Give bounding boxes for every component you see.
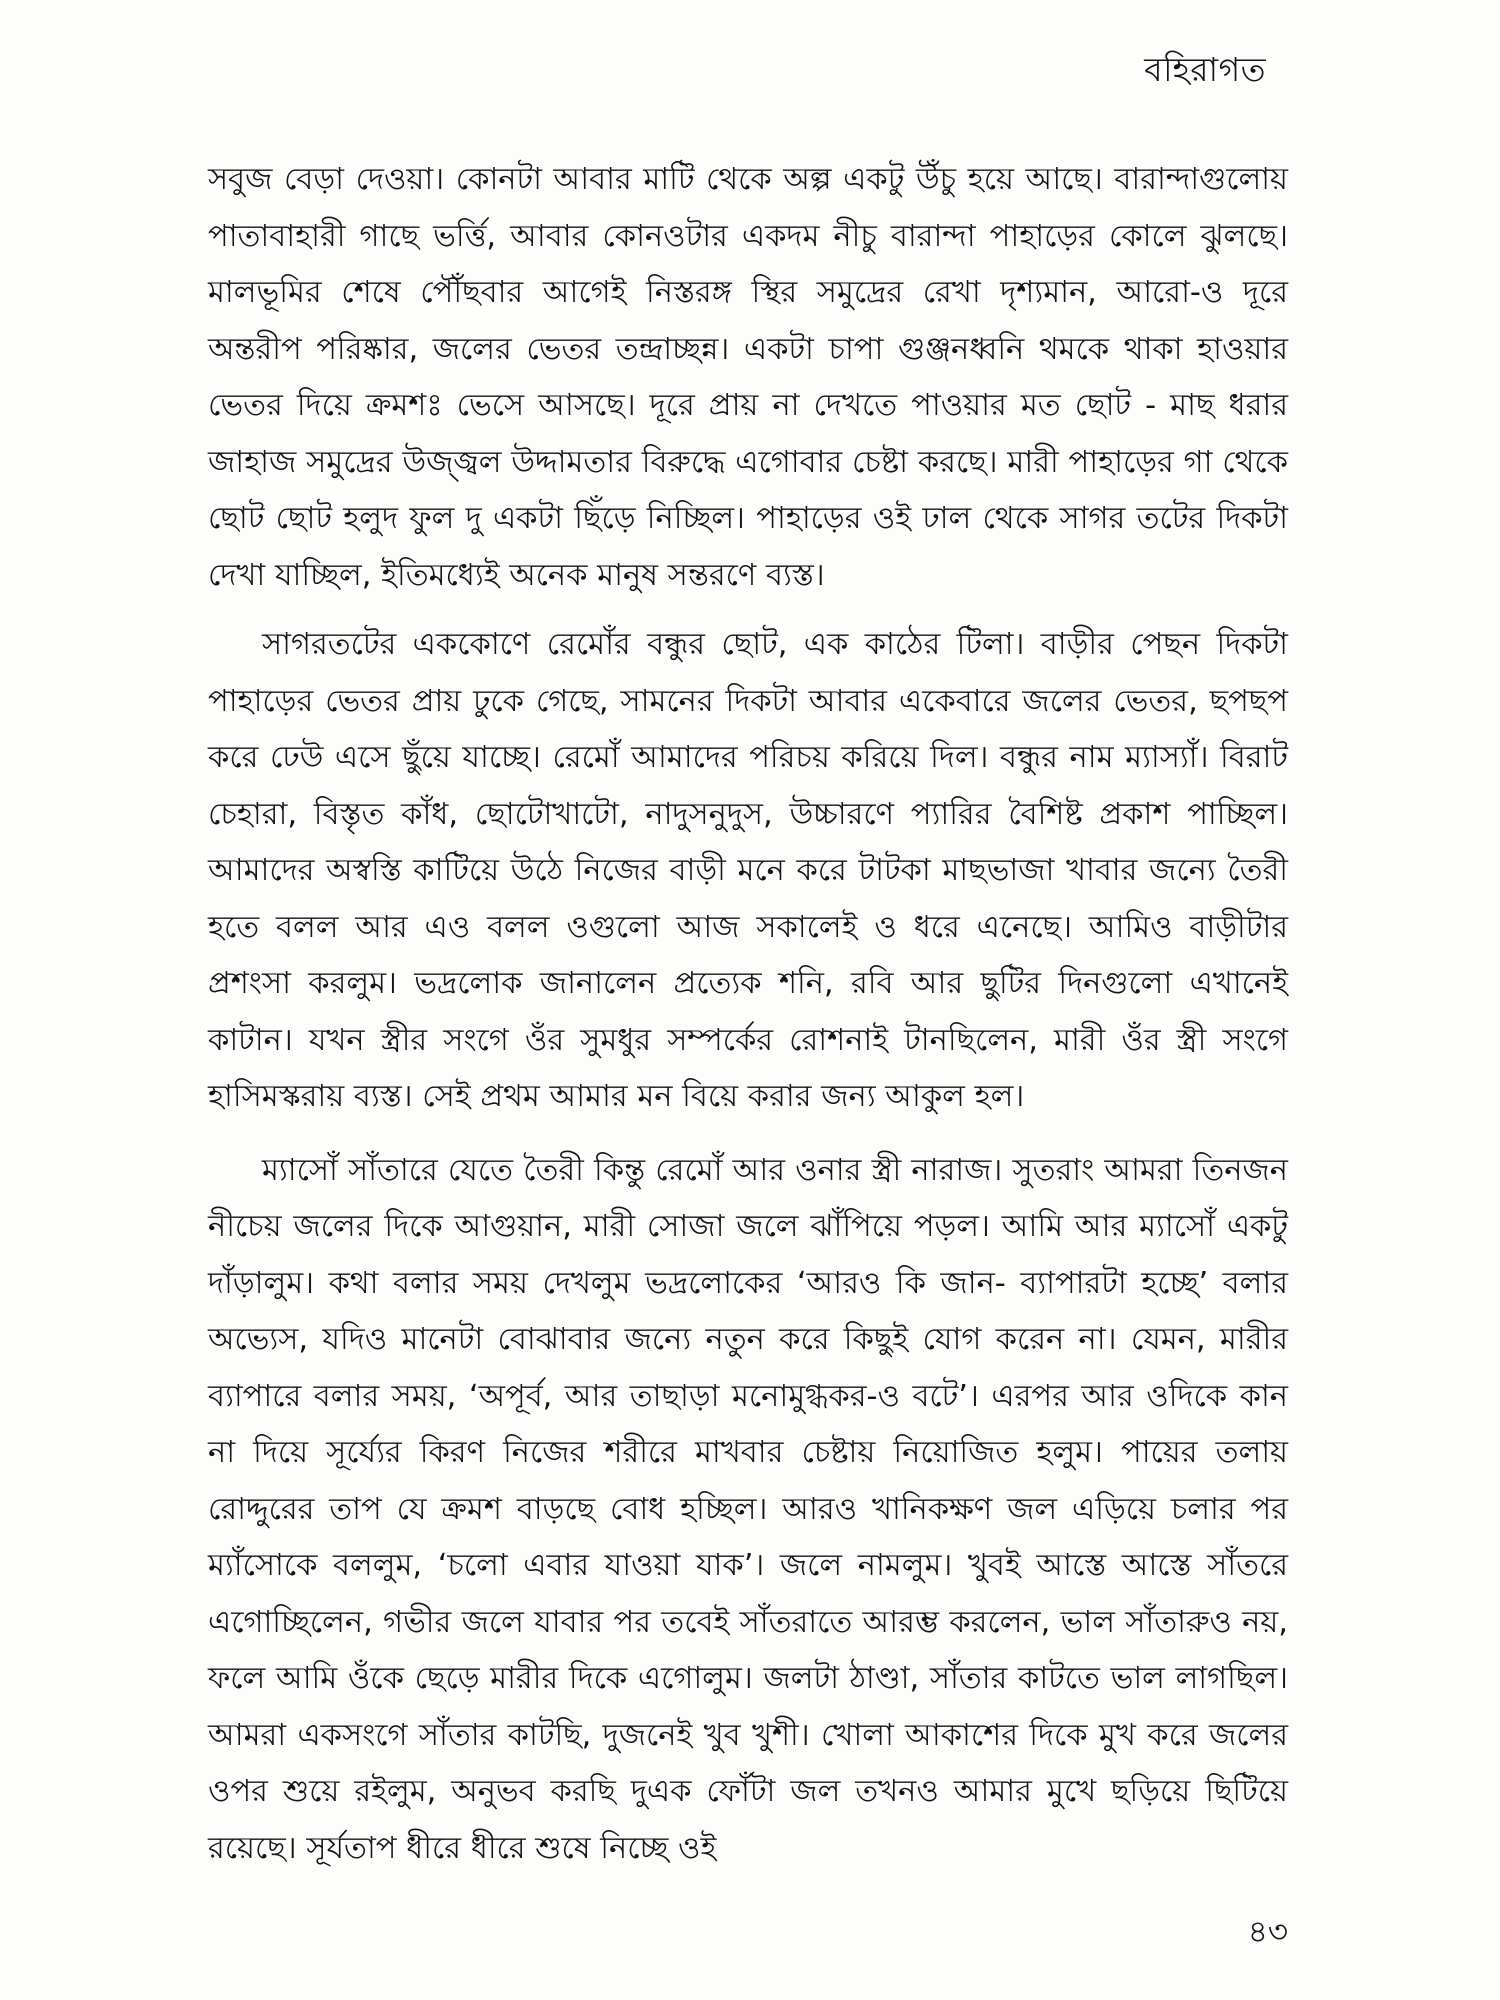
paragraph-1: সবুজ বেড়া দেওয়া। কোনটা আবার মাটি থেকে অল্প একটু উঁচু হয়ে আছে। বারান্দাগুলোয় পাতাবাহারী গাছে ভর্ত্তি, আবার কোনওটার একদম নীচু বারান্দা পাহাড়ের কোলে ঝুলছে। মালভূমির শেষে পৌঁছবার আগেই নিস্তরঙ্গ স্থির সমুদ্রের রেখা দৃশ্যমান, আরো-ও দূরে অন্তরীপ পরিষ্কার, জলের ভেতর তন্দ্রাচ্ছন্ন। একটা চাপা গুঞ্জনধ্বনি থমকে থাকা হাওয়ার ভেতর দিয়ে ক্রমশঃ ভেসে আসছে। দূরে প্রায় না দেখতে পাওয়ার মত ছোট - মাছ ধরার জাহাজ সমুদ্রের উজ্জ্বল উদ্দামতার বিরুদ্ধে এগোবার চেষ্টা করছে। মারী পাহাড়ের গা থেকে ছোট ছোট হলুদ ফুল দু একটা ছিঁড়ে নিচ্ছিল। পাহাড়ের ওই ঢাল থেকে সাগর তটের দিকটা দেখা যাচ্ছিল, ইতিমধ্যেই অনেক মানুষ সন্তরণে ব্যস্ত। bbox=[208, 162, 1288, 593]
paragraph-3: ম্যাসোঁ সাঁতারে যেতে তৈরী কিন্তু রেমোঁ আর ওনার স্ত্রী নারাজ। সুতরাং আমরা তিনজন নীচেয় জলের দিকে আগুয়ান, মারী সোজা জলে ঝাঁপিয়ে পড়ল। আমি আর ম্যাসোঁ একটু দাঁড়ালুম। কথা বলার সময় দেখলুম ভদ্রলোকের ‘আরও কি জান- ব্যাপারটা হচ্ছে’ বলার অভ্যেস, যদিও মানেটা বোঝাবার জন্যে নতুন করে কিছুই যোগ করেন না। যেমন, মারীর ব্যাপারে বলার সময়, ‘অপূর্ব, আর তাছাড়া মনোমুগ্ধকর-ও বটে’। এরপর আর ওদিকে কান না দিয়ে সূর্য্যের কিরণ নিজের শরীরে মাখবার চেষ্টায় নিয়োজিত হলুম। পায়ের তলায় রোদ্দুরের তাপ যে ক্রমশ বাড়ছে বোধ হচ্ছিল। আরও খানিকক্ষণ জল এড়িয়ে চলার পর ম্যাঁসোকে বললুম, ‘চলো এবার যাওয়া যাক’। জলে নামলুম। খুবই আস্তে আস্তে সাঁতরে এগোচ্ছিলেন, গভীর জলে যাবার পর তবেই সাঁতরাতে আরম্ভ করলেন, ভাল সাঁতারুও নয়, ফলে আমি ওঁকে ছেড়ে মারীর দিকে এগোলুম। জলটা ঠাণ্ডা, সাঁতার কাটতে ভাল লাগছিল। আমরা একসংগে সাঁতার কাটছি, দুজনেই খুব খুশী। খোলা আকাশের দিকে মুখ করে জলের ওপর শুয়ে রইলুম, অনুভব করছি দুএক ফোঁটা জল তখনও আমার মুখে ছড়িয়ে ছিটিয়ে রয়েছে। সূর্যতাপ ধীরে ধীরে শুষে নিচ্ছে ওই bbox=[208, 1152, 1288, 1866]
body-text bbox=[208, 152, 1288, 1877]
paragraph-2: সাগরতটের এককোণে রেমোঁর বন্ধুর ছোট, এক কাঠের টিলা। বাড়ীর পেছন দিকটা পাহাড়ের ভেতর প্রায় ঢুকে গেছে, সামনের দিকটা আবার একেবারে জলের ভেতর, ছপছপ করে ঢেউ এসে ছুঁয়ে যাচ্ছে। রেমোঁ আমাদের পরিচয় করিয়ে দিল। বন্ধুর নাম ম্যাস্যাঁ। বিরাট চেহারা, বিস্তৃত কাঁধ, ছোটোখাটো, নাদুসনুদুস, উচ্চারণে প্যারির বৈশিষ্ট প্রকাশ পাচ্ছিল। আমাদের অস্বস্তি কাটিয়ে উঠে নিজের বাড়ী মনে করে টাটকা মাছভাজা খাবার জন্যে তৈরী হতে বলল আর এও বলল ওগুলো আজ সকালেই ও ধরে এনেছে। আমিও বাড়ীটার প্রশংসা করলুম। ভদ্রলোক জানালেন প্রত্যেক শনি, রবি আর ছুটির দিনগুলো এখানেই কাটান। যখন স্ত্রীর সংগে ওঁর সুমধুর সম্পর্কের রোশনাই টানছিলেন, মারী ওঁর স্ত্রী সংগে হাসিমস্করায় ব্যস্ত। সেই প্রথম আমার মন বিয়ে করার জন্য আকুল হল। bbox=[208, 627, 1288, 1114]
page-number: ৪৩ bbox=[1247, 1914, 1288, 1950]
running-title: বহিরাগত bbox=[1144, 50, 1266, 89]
